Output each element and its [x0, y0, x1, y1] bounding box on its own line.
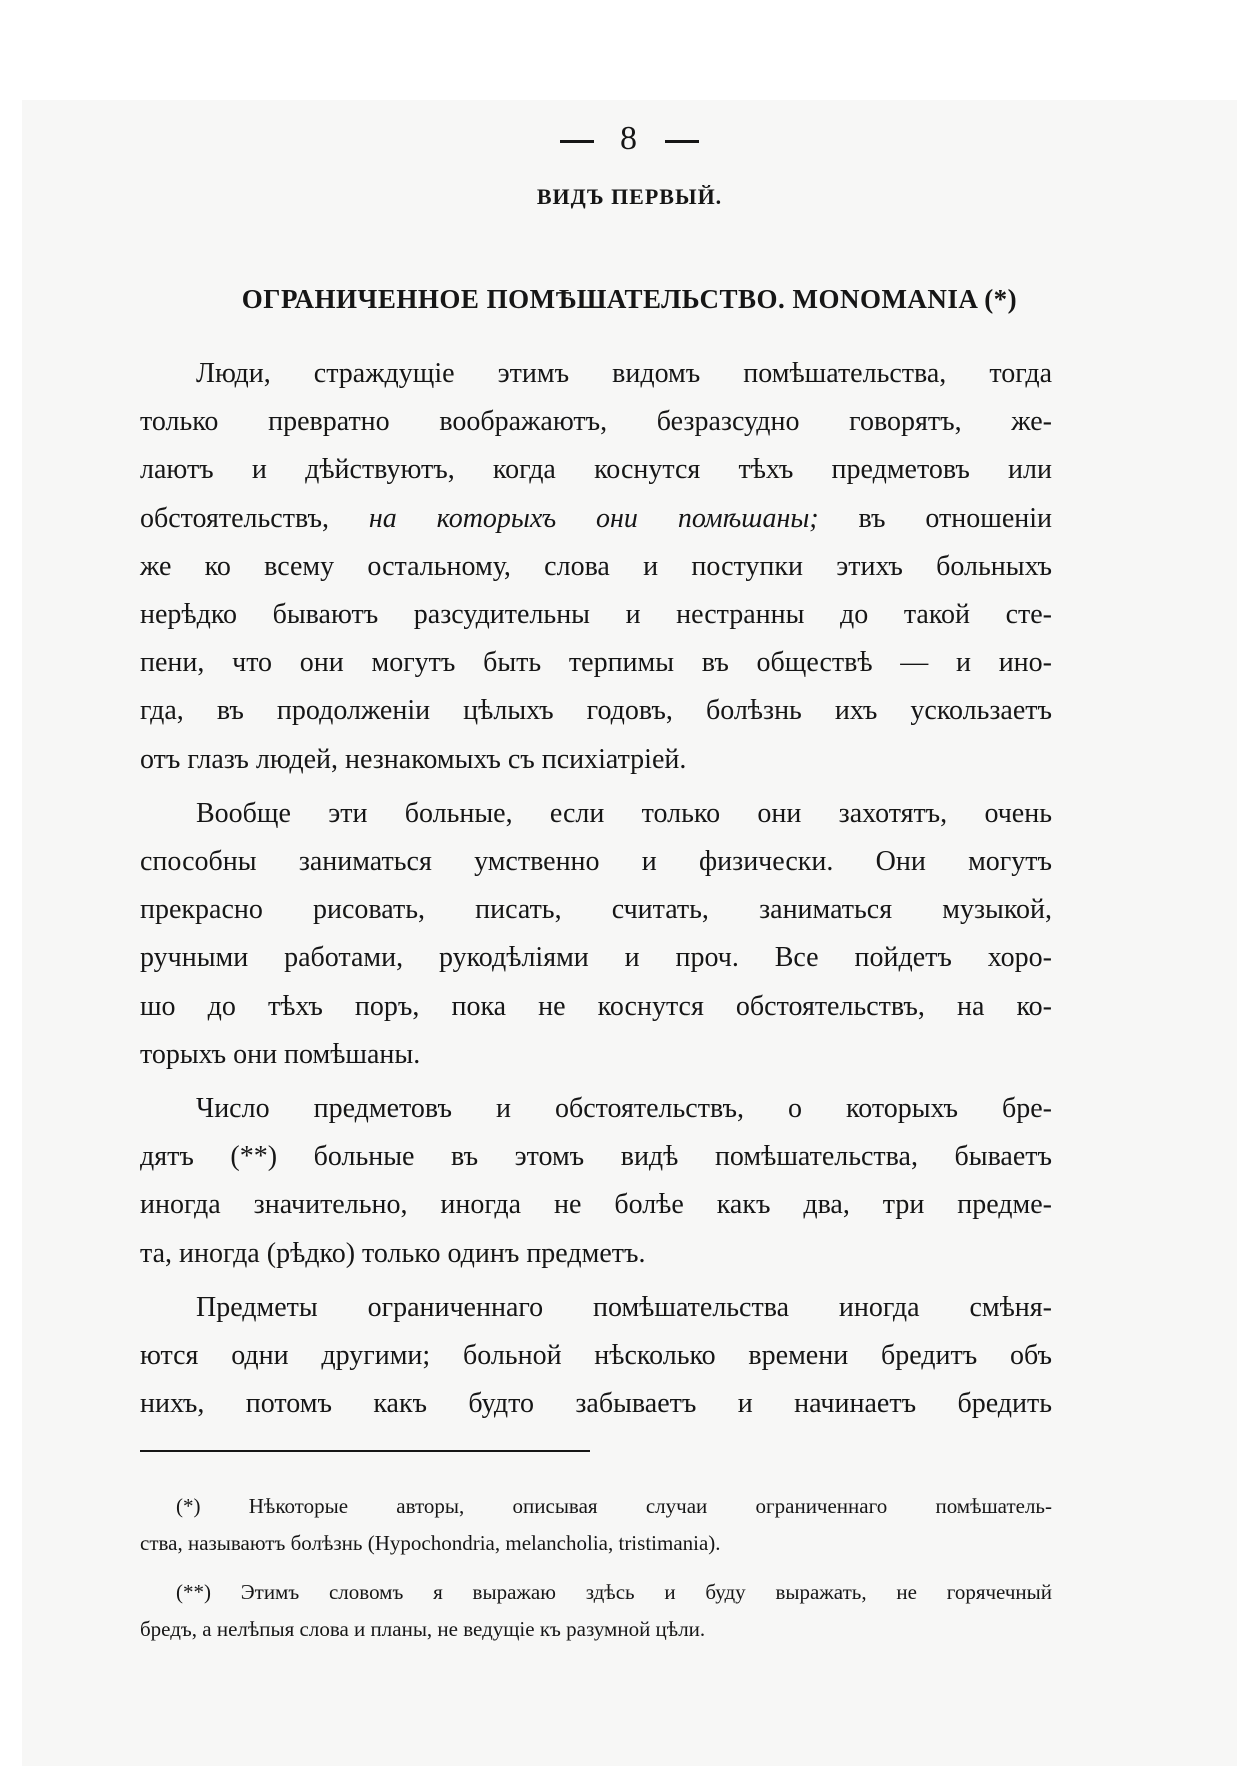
footnote-line: (**) Этимъ словомъ я выражаю здѣсь и буду выражать, не горячечный	[176, 1580, 1052, 1604]
text-line: только превратно воображаютъ, безразсудно говорятъ, же-	[140, 406, 1052, 438]
footnote-2	[140, 1574, 1052, 1648]
text-line: та, иногда (рѣдко) только одинъ предметъ.	[140, 1237, 646, 1269]
paragraph-4	[140, 1284, 1052, 1429]
text-line: же ко всему остальному, слова и поступки этихъ больныхъ	[140, 550, 1052, 582]
text-line: Число предметовъ и обстоятельствъ, о которыхъ бре-	[196, 1093, 1052, 1125]
text-line: ручными работами, рукодѣліями и проч. Все пойдетъ хоро-	[140, 942, 1052, 974]
section-kind: ВИДЪ ПЕРВЫЙ.	[536, 184, 723, 209]
footnotes	[140, 1488, 1052, 1648]
text-line: Люди, страждущіе этимъ видомъ помѣшательства, тогда	[196, 358, 1052, 389]
dash-right	[665, 140, 699, 143]
dash-left	[560, 140, 594, 143]
text-line: прекрасно рисовать, писать, считать, заниматься музыкой,	[140, 894, 1052, 926]
text-line: гда, въ продолженіи цѣлыхъ годовъ, болѣзнь ихъ ускользаетъ	[140, 695, 1052, 727]
text-line: пени, что они могутъ быть терпимы въ обществѣ — и ино-	[140, 647, 1052, 679]
text-line: Вообще эти больные, если только они захотятъ, очень	[196, 797, 1052, 829]
section-title: ОГРАНИЧЕННОЕ ПОМѢШАТЕЛЬСТВО. MONOMANIA (*)	[241, 284, 1018, 314]
footnote-line: ства, называютъ болѣзнь (Hypochondria, melancholia, tristimania).	[140, 1531, 721, 1555]
text-line-mixed	[140, 495, 1052, 543]
body-text	[140, 350, 1052, 1428]
text-line: шо до тѣхъ поръ, пока не коснутся обстоятельствъ, на ко-	[140, 990, 1052, 1022]
text-run: обстоятельствъ,	[140, 502, 329, 534]
page-header	[0, 120, 1259, 210]
text-line: торыхъ они помѣшаны.	[140, 1038, 421, 1070]
text-line: способны заниматься умственно и физически. Они могутъ	[140, 846, 1052, 878]
footnote-line: (*) Нѣкоторые авторы, описывая случаи ограниченнаго помѣшатель-	[176, 1494, 1052, 1518]
page-number-line	[0, 120, 1259, 158]
text-line: отъ глазъ людей, незнакомыхъ съ психіатріей.	[140, 743, 687, 775]
text-run: въ отношеніи	[858, 502, 1053, 534]
page-number: 8	[620, 120, 639, 157]
paragraph-1	[140, 350, 1052, 784]
italic-run: на которыхъ они помѣшаны;	[368, 502, 819, 534]
text-line: ются одни другими; больной нѣсколько времени бредитъ объ	[140, 1340, 1052, 1372]
text-line: дятъ (**) больные въ этомъ видѣ помѣшательства, бываетъ	[140, 1141, 1052, 1173]
text-line: лаютъ и дѣйствуютъ, когда коснутся тѣхъ предметовъ или	[140, 454, 1052, 486]
text-line: нерѣдко бываютъ разсудительны и нестранны до такой сте-	[140, 599, 1052, 631]
text-line: иногда значительно, иногда не болѣе какъ два, три предме-	[140, 1189, 1052, 1221]
footnote-1	[140, 1488, 1052, 1562]
text-line: нихъ, потомъ какъ будто забываетъ и начинаетъ бредить	[140, 1388, 1052, 1420]
paragraph-3	[140, 1085, 1052, 1278]
paragraph-2	[140, 790, 1052, 1079]
footnote-divider	[140, 1450, 590, 1452]
footnote-line: бредъ, а нелѣпыя слова и планы, не ведущіе къ разумной цѣли.	[140, 1617, 706, 1641]
text-line: Предметы ограниченнаго помѣшательства иногда смѣня-	[196, 1291, 1052, 1323]
